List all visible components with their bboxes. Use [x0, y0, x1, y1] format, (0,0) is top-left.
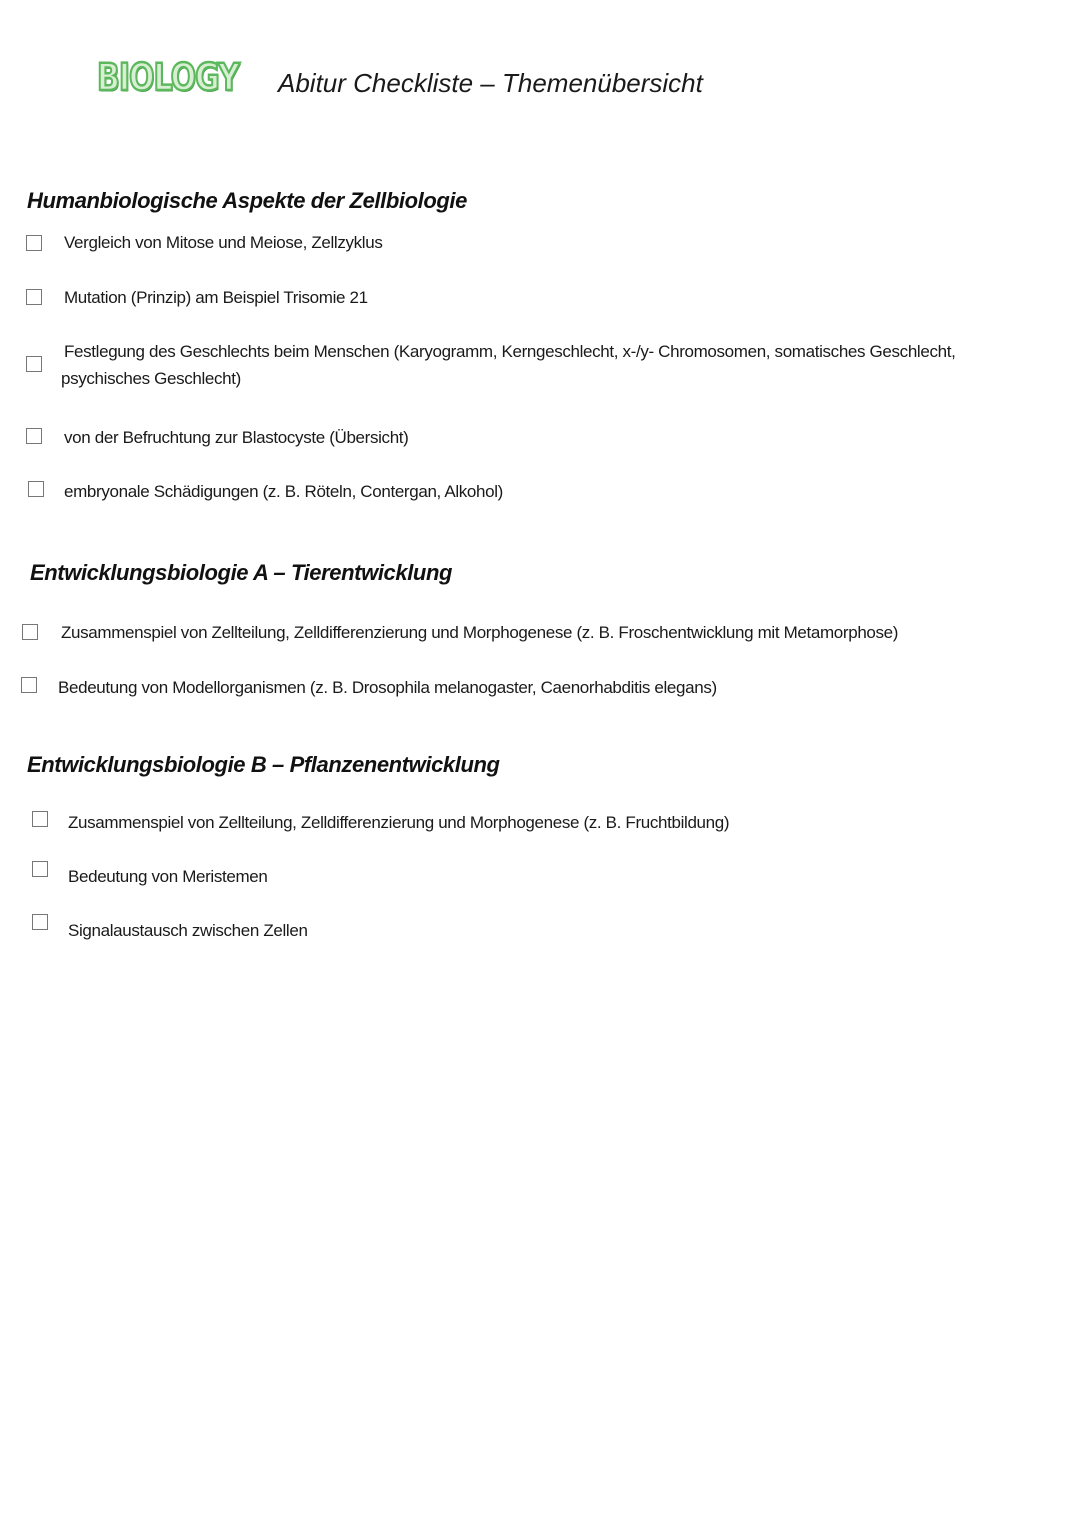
checkbox[interactable]	[21, 677, 37, 693]
item-label-continued: psychisches Geschlecht)	[61, 369, 241, 388]
biology-logo: BIOLOGY	[97, 56, 239, 100]
checkbox[interactable]	[26, 235, 42, 251]
item-label: Signalaustausch zwischen Zellen	[68, 921, 308, 940]
checkbox[interactable]	[28, 481, 44, 497]
item-label: Festlegung des Geschlechts beim Menschen (Karyogramm, Kerngeschlecht, x-/y- Chromosomen, somatisches Geschlecht,	[64, 342, 956, 361]
item-label: Mutation (Prinzip) am Beispiel Trisomie 21	[64, 288, 368, 307]
item-label: Bedeutung von Meristemen	[68, 867, 268, 886]
item-label: Vergleich von Mitose und Meiose, Zellzyklus	[64, 233, 383, 252]
checkbox[interactable]	[26, 289, 42, 305]
section-heading-tierentwicklung: Entwicklungsbiologie A – Tierentwicklung	[30, 560, 453, 585]
checkbox[interactable]	[26, 356, 42, 372]
checkbox[interactable]	[32, 914, 48, 930]
checkbox[interactable]	[22, 624, 38, 640]
item-label: Zusammenspiel von Zellteilung, Zelldifferenzierung und Morphogenese (z. B. Froschentwicklung mit Metamorphose)	[61, 623, 899, 642]
section-heading-pflanzenentwicklung: Entwicklungsbiologie B – Pflanzenentwicklung	[27, 752, 500, 777]
item-label: Bedeutung von Modellorganismen (z. B. Drosophila melanogaster, Caenorhabditis elegans)	[58, 678, 717, 697]
checkbox[interactable]	[32, 811, 48, 827]
section-heading-humanbiologie: Humanbiologische Aspekte der Zellbiologie	[27, 188, 467, 213]
item-label: embryonale Schädigungen (z. B. Röteln, Contergan, Alkohol)	[64, 482, 503, 501]
checkbox[interactable]	[32, 861, 48, 877]
checkbox[interactable]	[26, 428, 42, 444]
page-title: Abitur Checkliste – Themenübersicht	[278, 68, 703, 98]
item-label: von der Befruchtung zur Blastocyste (Übersicht)	[64, 428, 409, 447]
item-label: Zusammenspiel von Zellteilung, Zelldifferenzierung und Morphogenese (z. B. Fruchtbildung)	[68, 813, 730, 832]
